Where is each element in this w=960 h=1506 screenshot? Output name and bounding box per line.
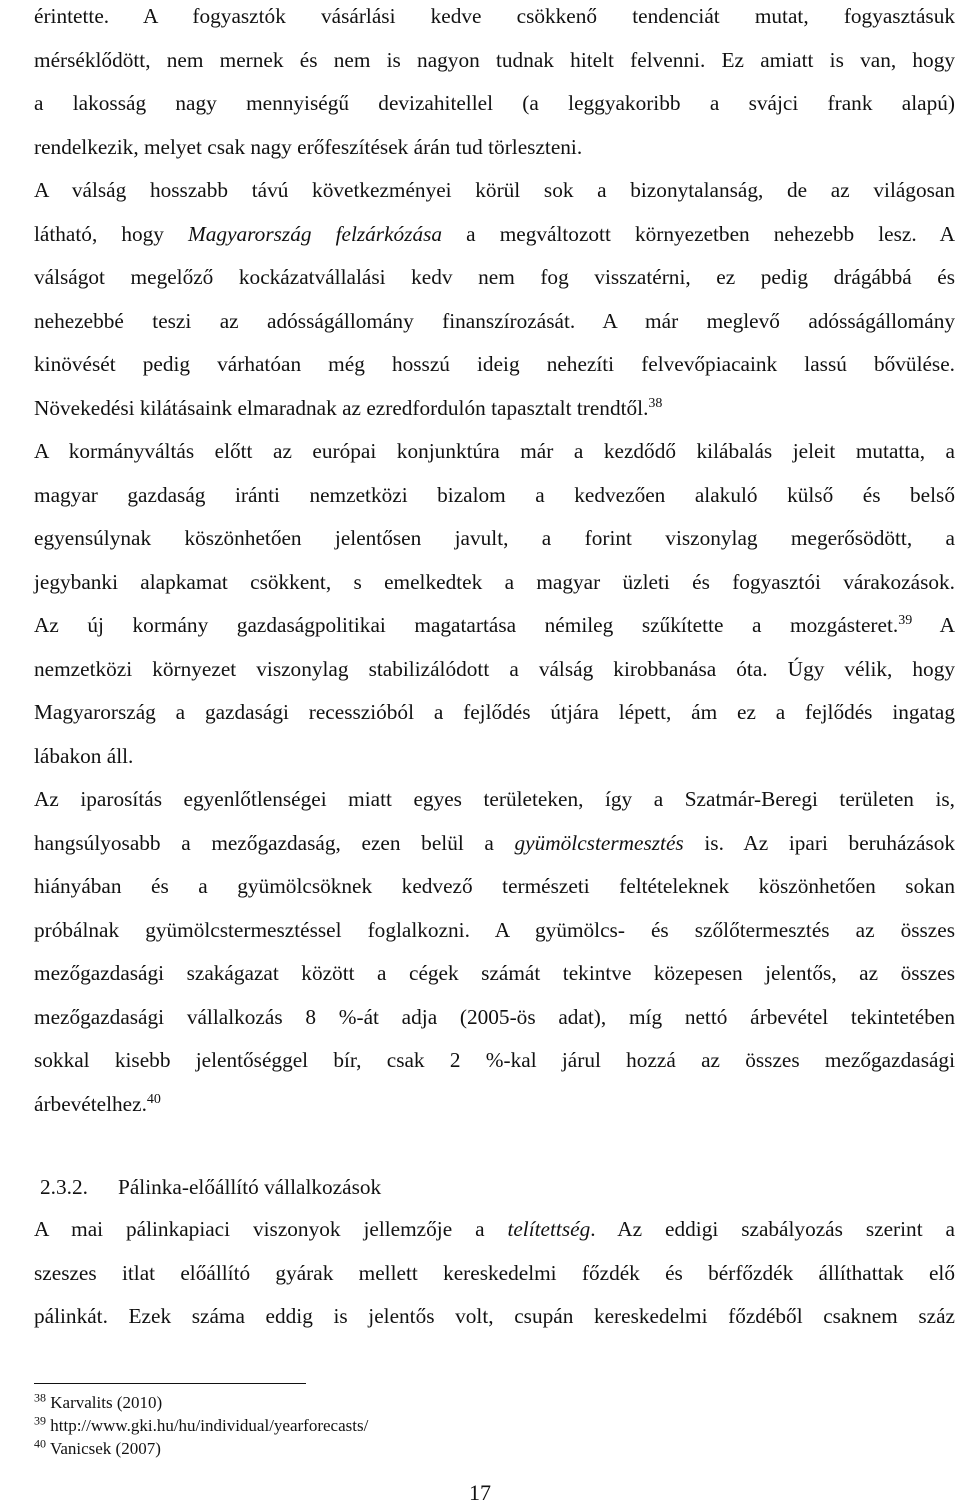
text-run: a lakosság nagy mennyiségű devizahitellel (a leggyakoribb a svájci frank alapú) <box>34 91 955 115</box>
text-line <box>34 915 955 945</box>
text-run: pálinkát. Ezek száma eddig is jelentős volt, csupán kereskedelmi főzdéből csaknem száz <box>34 1304 955 1328</box>
text-line <box>34 480 955 510</box>
text-run: érintette. A fogyasztók vásárlási kedve csökkenő tendenciát mutat, fogyasztásuk <box>34 4 955 28</box>
text-line <box>34 654 955 684</box>
text-run: próbálnak gyümölcstermesztéssel foglalkozni. A gyümölcs- és szőlőtermesztés az összes <box>34 917 955 942</box>
footnote-separator <box>34 1383 306 1384</box>
text-line <box>34 610 955 640</box>
text-line <box>34 741 955 771</box>
text-run: nehezebbé teszi az adósságállomány finanszírozását. A már meglevő adósságállomány <box>34 308 955 333</box>
text-run: látható, hogy <box>34 221 189 246</box>
text-line <box>34 1301 955 1331</box>
text-run: mérséklődött, nem mernek és nem is nagyon tudnak hitelt felvenni. Ez amiatt is van, hogy <box>34 47 955 72</box>
text-line <box>34 175 955 205</box>
text-run: A válság hosszabb távú következményei körül sok a bizonytalanság, de az világosan <box>34 178 955 202</box>
text-run: egyensúlynak köszönhetően jelentősen javult, a forint viszonylag megerősödött, a <box>34 526 955 550</box>
text-run: válságot megelőző kockázatvállalási kedv nem fog visszatérni, ez pedig drágábbá és <box>34 265 955 289</box>
text-run: a megváltozott környezetben nehezebb lesz. A <box>442 221 955 246</box>
text-line <box>34 349 955 379</box>
footnote-number: 39 <box>34 1413 46 1428</box>
text-run: mezőgazdasági vállalkozás 8 %-át adja (2005-ös adat), míg nettó árbevétel tekintetében <box>34 1004 955 1029</box>
footnote-text: Karvalits (2010) <box>46 1393 163 1412</box>
text-run: nemzetközi környezet viszonylag stabilizálódott a válság kirobbanása óta. Úgy vélik, hogy <box>34 656 955 681</box>
text-line <box>34 1002 955 1032</box>
text-line <box>34 1258 955 1288</box>
text-run: A kormányváltás előtt az európai konjunktúra már a kezdődő kilábalás jeleit mutatta, a <box>34 439 955 463</box>
text-run: Növekedési kilátásaink elmaradnak az ezredfordulón tapasztalt trendtől. <box>34 395 649 420</box>
text-line <box>34 828 955 858</box>
text-run: Magyarország a gazdasági recesszióból a fejlődés útjára lépett, ám ez a fejlődés ingatag <box>34 700 955 724</box>
text-run: szeszes itlat előállító gyárak mellett kereskedelmi főzdék és bérfőzdék állíthattak elő <box>34 1260 955 1285</box>
text-run: mezőgazdasági szakágazat között a cégek számát tekintve közepesen jelentős, az összes <box>34 961 955 985</box>
text-line <box>34 1214 955 1244</box>
text-line <box>34 1 955 31</box>
text-run: Az iparosítás egyenlőtlenségei miatt egyes területeken, így a Szatmár-Beregi területen is, <box>34 787 955 811</box>
footnote-ref: 40 <box>146 1091 161 1107</box>
emphasis-text: Magyarország felzárkózása <box>188 221 443 246</box>
footnote-text: Vanicsek (2007) <box>46 1439 161 1458</box>
text-line <box>34 1089 955 1119</box>
text-run: Az új kormány gazdaságpolitikai magatartása némileg szűkítette a mozgásteret. <box>34 613 899 637</box>
text-run: is. Az ipari beruházások <box>683 830 955 855</box>
text-line <box>34 697 955 727</box>
text-line <box>34 45 955 75</box>
footnote <box>34 1415 368 1437</box>
footnote <box>34 1392 162 1414</box>
text-run: rendelkezik, melyet csak nagy erőfeszítések árán tud törleszteni. <box>34 134 583 159</box>
text-run: lábakon áll. <box>34 743 134 768</box>
text-run: A <box>912 613 955 637</box>
text-line <box>34 219 955 249</box>
footnote-number: 38 <box>34 1390 46 1405</box>
text-run: sokkal kisebb jelentőséggel bír, csak 2 %-kal járul hozzá az összes mezőgazdasági <box>34 1048 955 1072</box>
footnote-text: http://www.gki.hu/hu/individual/yearforecasts/ <box>46 1416 369 1435</box>
text-run: A mai pálinkapiaci viszonyok jellemzője a <box>34 1217 508 1241</box>
footnote <box>34 1438 161 1460</box>
text-run: hangsúlyosabb a mezőgazdaság, ezen belül a <box>34 830 515 855</box>
text-line <box>34 262 955 292</box>
footnote-number: 40 <box>34 1436 46 1451</box>
emphasis-text: telítettség <box>507 1217 591 1241</box>
text-line <box>34 784 955 814</box>
text-run: magyar gazdaság iránti nemzetközi bizalom a kedvezően alakuló külső és belső <box>34 482 955 507</box>
section-title: Pálinka-előállító vállalkozások <box>118 1175 382 1199</box>
text-line <box>34 132 955 162</box>
emphasis-text: gyümölcstermesztés <box>514 830 684 855</box>
text-line <box>34 523 955 553</box>
text-line <box>34 1045 955 1075</box>
text-run: kinövését pedig várhatóan még hosszú ideig nehezíti felvevőpiacaink lassú bővülése. <box>34 352 955 376</box>
page-number: 17 <box>469 1480 491 1505</box>
footnote-ref: 38 <box>648 395 663 411</box>
text-line <box>34 306 955 336</box>
text-run: hiányában és a gyümölcsöknek kedvező természeti feltételeknek köszönhetően sokan <box>34 874 955 898</box>
text-run: . Az eddigi szabályozás szerint a <box>590 1217 955 1241</box>
section-number: 2.3.2. <box>40 1175 88 1199</box>
text-line <box>34 871 955 901</box>
text-line <box>34 958 955 988</box>
footnote-ref: 39 <box>898 612 913 628</box>
text-line <box>34 436 955 466</box>
text-run: jegybanki alapkamat csökkent, s emelkedtek a magyar üzleti és fogyasztói várakozások. <box>34 569 955 594</box>
section-heading <box>40 1172 381 1202</box>
text-run: árbevételhez. <box>34 1091 147 1116</box>
text-line <box>34 567 955 597</box>
text-line <box>34 393 955 423</box>
text-line <box>34 88 955 118</box>
